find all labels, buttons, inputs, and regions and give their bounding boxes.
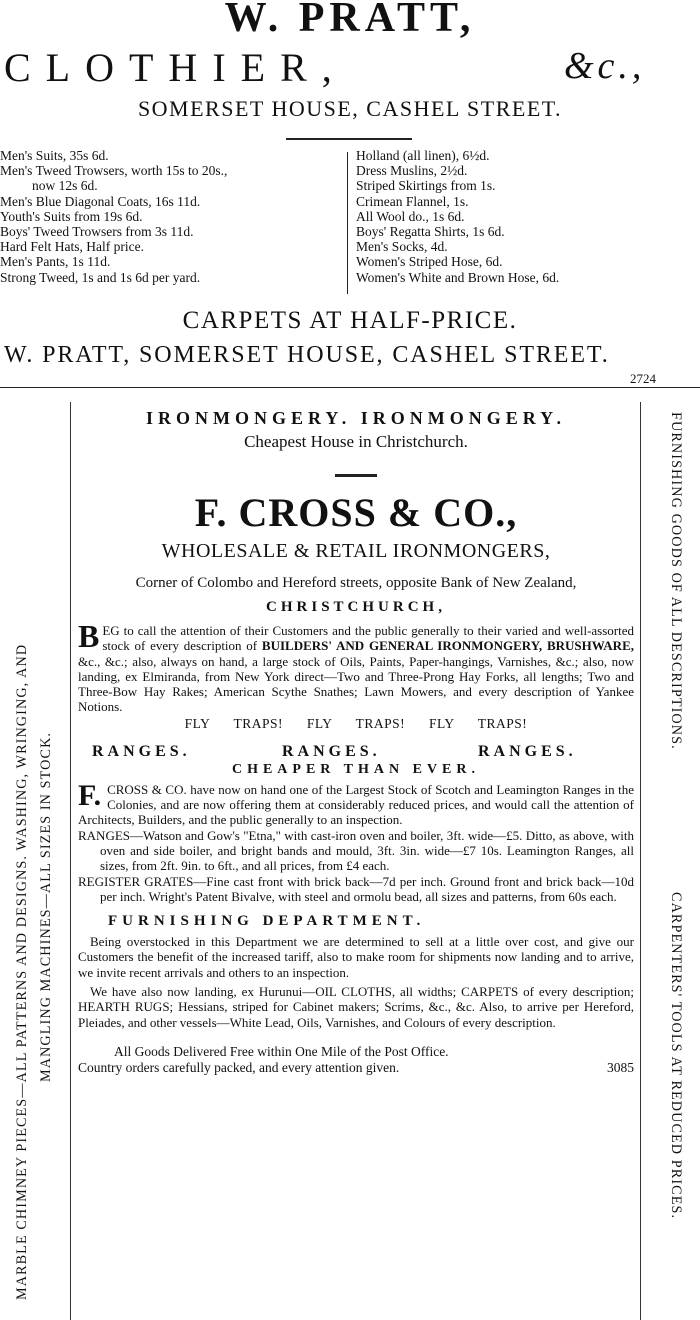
intro-bold: BUILDERS' AND GENERAL IRONMONGERY, BRUSHWARE, [261, 638, 634, 654]
list-item: Striped Skirtings from 1s. [356, 178, 496, 194]
furnishing-paragraph: Being overstocked in this Department we are determined to sell at a little over cost, and give our Customers the benefit of the increased tariff, also to make room for shipments now landing and to arrive, we invite recent arrivals and others to an inspection. [78, 934, 634, 980]
country-orders-line [78, 1060, 634, 1076]
ranges-word: RANGES. [478, 742, 577, 760]
pratt-left-price-list [0, 148, 345, 285]
drop-cap: F. [78, 778, 102, 812]
list-item: Women's Striped Hose, 6d. [356, 254, 503, 270]
list-item: Men's Tweed Trowsers, worth 15s to 20s., [0, 163, 228, 179]
list-item: Men's Suits, 35s 6d. [0, 148, 109, 163]
cross-rule [335, 474, 377, 477]
side-text-right-top: FURNISHING GOODS OF ALL DESCRIPTIONS. [668, 412, 684, 750]
ranges-paragraph-text: CROSS & CO. have now on hand one of the Largest Stock of Scotch and Leamington Ranges in the Colonies, and are now offering them at considerably reduced prices, and would call the attention of Architects, Builders, and the public generally to an inspection. [78, 781, 634, 828]
list-item: Men's Socks, 4d. [356, 239, 448, 255]
list-item: Holland (all linen), 6½d. [356, 148, 490, 163]
cross-advertisement [0, 392, 700, 1320]
pratt-footer: W. PRATT, SOMERSET HOUSE, CASHEL STREET. [4, 342, 610, 368]
cross-ad-number: 3085 [607, 1059, 634, 1075]
frame-right-rule [640, 402, 641, 1320]
ad-separator-rule [0, 387, 700, 388]
cross-header: IRONMONGERY. IRONMONGERY. [146, 408, 566, 428]
drop-cap: B [78, 618, 100, 654]
cross-subheader: Cheapest House in Christchurch. [244, 432, 468, 451]
ranges-word: RANGES. [92, 742, 191, 760]
list-item: Strong Tweed, 1s and 1s 6d per yard. [0, 269, 201, 285]
cross-intro-paragraph [78, 618, 634, 715]
pratt-trade-etc: &c., [564, 45, 646, 87]
list-item: Boys' Tweed Trowsers from 3s 11d. [0, 224, 194, 240]
cross-city: CHRISTCHURCH, [266, 599, 446, 615]
list-item: Men's Pants, 1s 11d. [0, 254, 111, 270]
fly-traps-line: FLY TRAPS! FLY TRAPS! FLY TRAPS! [184, 715, 528, 731]
pratt-rule [286, 138, 412, 140]
country-orders-text: Country orders carefully packed, and every attention given. [78, 1059, 400, 1075]
list-item: Youth's Suits from 19s 6d. [0, 208, 143, 224]
pratt-name: W. PRATT, [224, 0, 476, 41]
pratt-right-price-list [356, 148, 700, 285]
landing-paragraph: We have also now landing, ex Hurunui—OIL CLOTHS, all widths; CARPETS of every description; HEARTH RUGS; Hessians, striped for Cabinet makers; Scrims, &c., &c. Also, to arrive per Hereford, Pleiades, and other vessels—White Lead, Oils, Varnishes, and Colours of every description. [78, 984, 634, 1030]
pratt-carpets-headline: CARPETS AT HALF-PRICE. [182, 307, 518, 334]
list-item: All Wool do., 1s 6d. [356, 208, 465, 224]
side-text-right-bottom: CARPENTERS' TOOLS AT REDUCED PRICES. [668, 892, 684, 1220]
side-text-left-inner: MANGLING MACHINES—ALL SIZES IN STOCK. [38, 731, 54, 1082]
cross-ranges-paragraph [78, 778, 634, 828]
cross-address: Corner of Colombo and Hereford streets, opposite Bank of New Zealand, [135, 575, 577, 591]
cross-body [78, 408, 634, 1076]
ranges-word: RANGES. [282, 742, 381, 760]
list-item: Women's White and Brown Hose, 6d. [356, 269, 560, 285]
cross-firm-name: F. CROSS & CO., [194, 490, 518, 535]
cross-wholesale-line: WHOLESALE & RETAIL IRONMONGERS, [161, 540, 551, 562]
list-item: Men's Blue Diagonal Coats, 16s 11d. [0, 193, 201, 209]
list-item: Boys' Regatta Shirts, 1s 6d. [356, 224, 505, 240]
register-grates-paragraph: REGISTER GRATES—Fine cast front with brick back—7d per inch. Ground front and brick back—10d per inch. Wright's Patent Bivalve, with steel and ormolu bead, all sizes and patterns, from 60s each. [78, 873, 634, 904]
pratt-trade: CLOTHIER, [4, 45, 347, 90]
intro-rest: &c., &c.; also, always on hand, a large stock of Oils, Paints, Paper-hangings, Varnishes, &c.; also, now landing, ex Elmiranda, from New York direct—Two and Three-Prong Hay Forks, all lengths; Two and Three-Bow Hay Rakes; American Scythe Snathes; Lawn Mowers, and every description of Yankee Notions. [78, 653, 634, 715]
list-item: Crimean Flannel, 1s. [356, 193, 469, 209]
pratt-advertisement [0, 0, 700, 390]
ranges-headline [78, 743, 634, 761]
list-item: Hard Felt Hats, Half price. [0, 239, 144, 255]
pratt-column-divider [347, 152, 348, 294]
side-text-left-outer: MARBLE CHIMNEY PIECES—ALL PATTERNS AND DESIGNS. WASHING, WRINGING, AND [14, 643, 30, 1300]
list-item: Dress Muslins, 2½d. [356, 163, 468, 179]
pratt-address: SOMERSET HOUSE, CASHEL STREET. [137, 96, 563, 121]
ranges-prices-paragraph: RANGES—Watson and Gow's "Etna," with cast-iron oven and boiler, 3ft. wide—£5. Ditto, as above, with oven and side boiler, and bright bands and mould, 3ft. 3in. wide—£7 10s. Leamington Ranges, all sizes, from 2ft. 9in. to 6ft., and all prices, from £4 each. [78, 827, 634, 874]
list-item: now 12s 6d. [32, 178, 98, 194]
intro-lead: EG to call the attention of their Customers and the public generally to their varied and well-assorted stock of every description of [102, 623, 634, 654]
furnishing-department-heading: FURNISHING DEPARTMENT. [108, 913, 426, 930]
pratt-ad-number: 2724 [630, 371, 656, 386]
cheaper-than-ever: CHEAPER THAN EVER. [231, 761, 481, 777]
frame-left-rule [70, 402, 71, 1320]
delivery-notice: All Goods Delivered Free within One Mile of the Post Office. [114, 1043, 449, 1059]
